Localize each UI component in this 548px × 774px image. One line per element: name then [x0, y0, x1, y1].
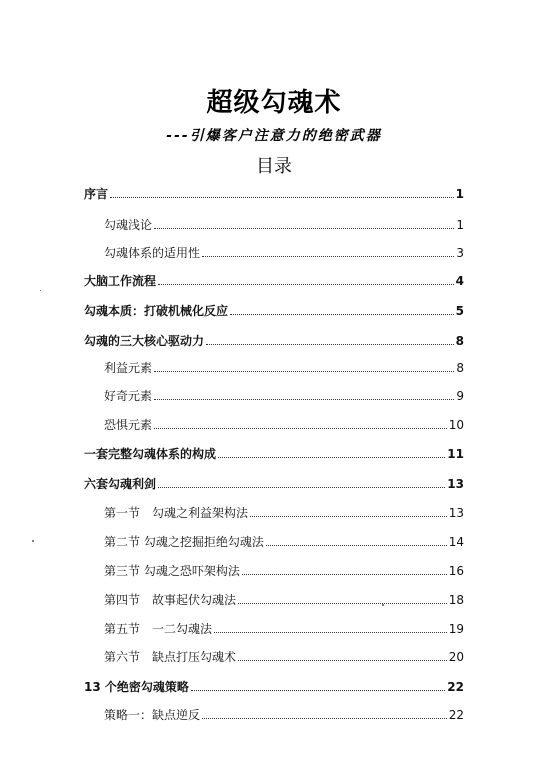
toc-entry-page-number: 10 — [448, 418, 464, 432]
toc-entry-page-number: 8 — [455, 334, 464, 348]
toc-dot-leader — [250, 515, 447, 517]
toc-entry[interactable] — [84, 703, 464, 723]
toc-dot-leader — [154, 370, 454, 372]
toc-entry[interactable] — [84, 269, 464, 289]
toc-dot-leader — [191, 689, 445, 691]
toc-entry-page-number: 22 — [447, 680, 464, 694]
toc-entry-label: 大脑工作流程 — [84, 274, 157, 288]
toc-entry-label: 一套完整勾魂体系的构成 — [84, 447, 217, 461]
toc-entry-page-number: 11 — [447, 447, 464, 461]
toc-entry[interactable] — [84, 501, 464, 521]
toc-dot-leader — [158, 486, 445, 488]
toc-dot-leader — [158, 283, 454, 285]
toc-entry-page-number: 13 — [447, 477, 464, 491]
toc-entry-page-number: 19 — [448, 622, 464, 636]
toc-dot-leader — [110, 196, 454, 198]
toc-dot-leader — [214, 631, 447, 633]
toc-entry[interactable] — [84, 530, 464, 550]
toc-dot-leader — [242, 573, 447, 575]
toc-entry[interactable] — [84, 559, 464, 579]
toc-entry[interactable] — [84, 588, 464, 608]
toc-entry-page-number: 1 — [455, 187, 464, 201]
toc-entry[interactable] — [84, 442, 464, 462]
toc-dot-leader — [238, 659, 447, 661]
toc-entry-label: 第二节 勾魂之挖掘拒绝勾魂法 — [104, 535, 264, 549]
toc-entry-label: 恐惧元素 — [104, 418, 153, 432]
toc-entry-page-number: 22 — [448, 708, 464, 722]
toc-dot-leader — [266, 544, 447, 546]
toc-entry[interactable] — [84, 299, 464, 319]
toc-entry[interactable] — [84, 241, 464, 261]
toc-entry-label: 序言 — [84, 187, 109, 201]
toc-entry-page-number: 18 — [448, 593, 464, 607]
toc-entry-page-number: 13 — [448, 506, 464, 520]
toc-entry-page-number: 3 — [456, 246, 464, 260]
toc-dot-leader — [218, 456, 445, 458]
toc-entry[interactable] — [84, 617, 464, 637]
toc-entry-page-number: 5 — [455, 304, 464, 318]
toc-entry-page-number: 20 — [448, 650, 464, 664]
scan-speck — [40, 290, 41, 291]
toc-dot-leader — [154, 398, 454, 400]
toc-entry-page-number: 16 — [448, 564, 464, 578]
toc-entry[interactable] — [84, 329, 464, 349]
toc-dot-leader — [202, 717, 447, 719]
toc-dot-leader — [230, 313, 454, 315]
toc-entry-label: 利益元素 — [104, 361, 153, 375]
toc-dot-leader — [154, 427, 447, 429]
toc-entry-label: 第四节 故事起伏勾魂法 — [104, 593, 237, 607]
document-subtitle: ---引爆客户注意力的绝密武器 — [166, 128, 382, 144]
toc-entry-page-number: 14 — [448, 535, 464, 549]
toc-dot-leader — [202, 255, 454, 257]
toc-entry[interactable] — [84, 182, 464, 202]
scan-speck — [32, 540, 34, 542]
toc-entry-label: 勾魂浅论 — [104, 218, 153, 232]
toc-entry-label: 第五节 一二勾魂法 — [104, 622, 213, 636]
toc-dot-leader — [238, 602, 447, 604]
toc-entry[interactable] — [84, 645, 464, 665]
toc-entry-label: 策略一：缺点逆反 — [104, 708, 201, 722]
toc-entry-label: 13 个绝密勾魂策略 — [84, 680, 189, 694]
toc-heading: 目录 — [256, 156, 292, 177]
toc-entry-label: 勾魂体系的适用性 — [104, 246, 201, 260]
toc-entry-label: 勾魂本质：打破机械化反应 — [84, 304, 229, 318]
toc-entry-page-number: 4 — [455, 274, 464, 288]
toc-dot-leader — [154, 227, 454, 229]
toc-entry[interactable] — [84, 413, 464, 433]
toc-entry[interactable] — [84, 472, 464, 492]
toc-entry-label: 第一节 勾魂之利益架构法 — [104, 506, 249, 520]
toc-entry-label: 第六节 缺点打压勾魂术 — [104, 650, 237, 664]
toc-entry[interactable] — [84, 384, 464, 404]
toc-entry-page-number: 8 — [456, 361, 464, 375]
toc-entry-label: 勾魂的三大核心驱动力 — [84, 334, 205, 348]
scan-speck — [382, 604, 384, 606]
toc-entry[interactable] — [84, 356, 464, 376]
toc-entry-label: 好奇元素 — [104, 389, 153, 403]
toc-entry-label: 六套勾魂利剑 — [84, 477, 157, 491]
toc-entry-page-number: 9 — [456, 389, 464, 403]
toc-entry-label: 第三节 勾魂之恐吓架构法 — [104, 564, 240, 578]
toc-dot-leader — [206, 343, 454, 345]
toc-entry[interactable] — [84, 675, 464, 695]
toc-entry[interactable] — [84, 213, 464, 233]
document-title: 超级勾魂术 — [206, 88, 342, 118]
toc-entry-page-number: 1 — [456, 218, 464, 232]
